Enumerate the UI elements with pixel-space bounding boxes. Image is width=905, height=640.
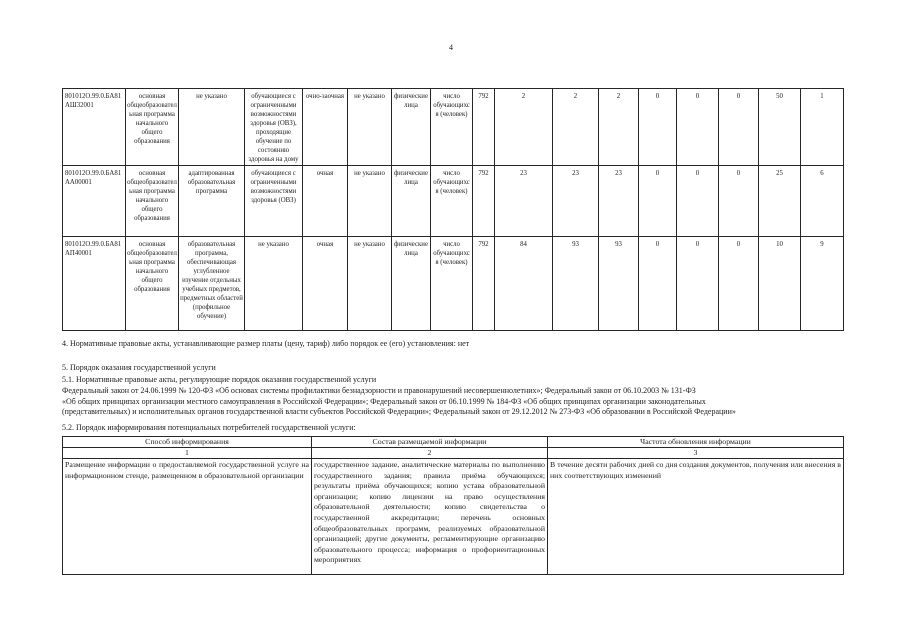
table-row — [63, 459, 844, 575]
cell-value: 0 — [719, 237, 759, 331]
cell-okei-code: 792 — [473, 89, 495, 166]
cell-consumers: физические лица — [392, 89, 431, 166]
column-number: 3 — [548, 448, 844, 459]
cell-value: 0 — [677, 237, 719, 331]
table-row — [63, 89, 844, 166]
cell-program: основная общеобразовательная программа начального общего образования — [126, 237, 179, 331]
section-4-fee-acts: 4. Нормативные правовые акты, устанавливающие размер платы (цену, тариф) либо порядок ее (его) установления: нет — [62, 339, 470, 348]
cell-program-type: не указано — [179, 89, 245, 166]
cell-value: 0 — [677, 89, 719, 166]
cell-value: 93 — [553, 237, 599, 331]
laws-text-line: «Об общих принципах организации местного самоуправления в Российской Федерации»; Федеральный закон от 06.10.1999 № 184-ФЗ «Об общих принципах организации законодательных — [62, 397, 706, 406]
informing-procedure-table — [62, 436, 844, 575]
cell-value: 23 — [495, 166, 553, 237]
cell-okei-code: 792 — [473, 166, 495, 237]
cell-student-category: не указано — [245, 237, 303, 331]
cell-value: 84 — [495, 237, 553, 331]
cell-value: 0 — [719, 89, 759, 166]
cell-program-type: адаптированная образовательная программа — [179, 166, 245, 237]
section-5-2-title: 5.2. Порядок информирования потенциальных потребителей государственной услуги: — [62, 423, 356, 432]
cell-value: 50 — [759, 89, 801, 166]
cell-value: 6 — [801, 166, 844, 237]
page-number: 4 — [449, 43, 453, 52]
table-row — [63, 166, 844, 237]
column-number: 1 — [63, 448, 312, 459]
service-indicators-table — [62, 88, 844, 331]
cell-program: основная общеобразовательная программа начального общего образования — [126, 89, 179, 166]
cell-program: основная общеобразовательная программа начального общего образования — [126, 166, 179, 237]
cell-value: 2 — [495, 89, 553, 166]
cell-condition: не указано — [348, 237, 392, 331]
cell-form: очно-заочная — [303, 89, 348, 166]
column-number: 2 — [312, 448, 548, 459]
cell-okei-code: 792 — [473, 237, 495, 331]
cell-student-category: обучающиеся с ограниченными возможностями здоровья (ОВЗ) — [245, 166, 303, 237]
cell-indicator: число обучающихся (человек) — [431, 89, 473, 166]
cell-value: 23 — [553, 166, 599, 237]
cell-value: 0 — [639, 166, 677, 237]
cell-program-type: образовательная программа, обеспечивающая углубленное изучение отдельных учебных предметов, предметных областей (профильное обучение) — [179, 237, 245, 331]
column-number-row — [63, 448, 844, 459]
cell-value: 0 — [639, 89, 677, 166]
cell-value: 0 — [677, 166, 719, 237]
column-header: Способ информирования — [63, 437, 312, 448]
cell-registry-code: 801012О.99.0.БА81АА00001 — [63, 166, 126, 237]
section-5-1-title: 5.1. Нормативные правовые акты, регулирующие порядок оказания государственной услуги — [62, 375, 377, 384]
cell-indicator: число обучающихся (человек) — [431, 237, 473, 331]
column-header: Частота обновления информации — [548, 437, 844, 448]
cell-form: очная — [303, 166, 348, 237]
cell-informing-method: Размещение информации о предоставляемой государственной услуге на информационном стенде, размещенном в образовательной организации — [63, 459, 312, 575]
cell-form: очная — [303, 237, 348, 331]
cell-value: 9 — [801, 237, 844, 331]
cell-update-frequency: В течение десяти рабочих дней со дня создания документов, получения или внесения в них соответствующих изменений — [548, 459, 844, 575]
cell-condition: не указано — [348, 166, 392, 237]
cell-value: 10 — [759, 237, 801, 331]
cell-condition: не указано — [348, 89, 392, 166]
cell-consumers: физические лица — [392, 166, 431, 237]
section-5-title: 5. Порядок оказания государственной услуги — [62, 363, 216, 372]
cell-consumers: физические лица — [392, 237, 431, 331]
cell-value: 0 — [719, 166, 759, 237]
cell-information-content: государственное задание, аналитические материалы по выполнению государственного задания; правила приёма обучающихся; результаты приёма обучающихся; копию устава образовательной организации; копию лицензии на право осуществления образовательной деятельности; копию свидетельства о государственной аккредитации; перечень основных общеобразовательных программ, реализуемых образовательной организацией; другие документы, регламентирующие организацию образовательного процесса; информация о профориентационных мероприятиях — [312, 459, 548, 575]
cell-value: 25 — [759, 166, 801, 237]
cell-indicator: число обучающихся (человек) — [431, 166, 473, 237]
cell-value: 23 — [599, 166, 639, 237]
cell-student-category: обучающиеся с ограниченными возможностями здоровья (ОВЗ), проходящие обучение по состоянию здоровья на дому — [245, 89, 303, 166]
column-header: Состав размещаемой информации — [312, 437, 548, 448]
table-header-row — [63, 437, 844, 448]
cell-value: 2 — [553, 89, 599, 166]
cell-value: 2 — [599, 89, 639, 166]
laws-text-line: (представительных) и исполнительных органов государственной власти субъектов Российской Федерации»; Федеральный закон от 29.12.2012 № 273-ФЗ «Об образовании в Российской Федерации» — [62, 407, 736, 416]
cell-value: 93 — [599, 237, 639, 331]
cell-value: 1 — [801, 89, 844, 166]
cell-registry-code: 801012О.99.0.БА81АШ32001 — [63, 89, 126, 166]
cell-value: 0 — [639, 237, 677, 331]
cell-registry-code: 801012О.99.0.БА81АП40001 — [63, 237, 126, 331]
table-row — [63, 237, 844, 331]
laws-text-line: Федеральный закон от 24.06.1999 № 120-ФЗ «Об основах системы профилактики безнадзорности и правонарушений несовершеннолетних»; Федеральный закон от 06.10.2003 № 131-ФЗ — [62, 386, 696, 395]
